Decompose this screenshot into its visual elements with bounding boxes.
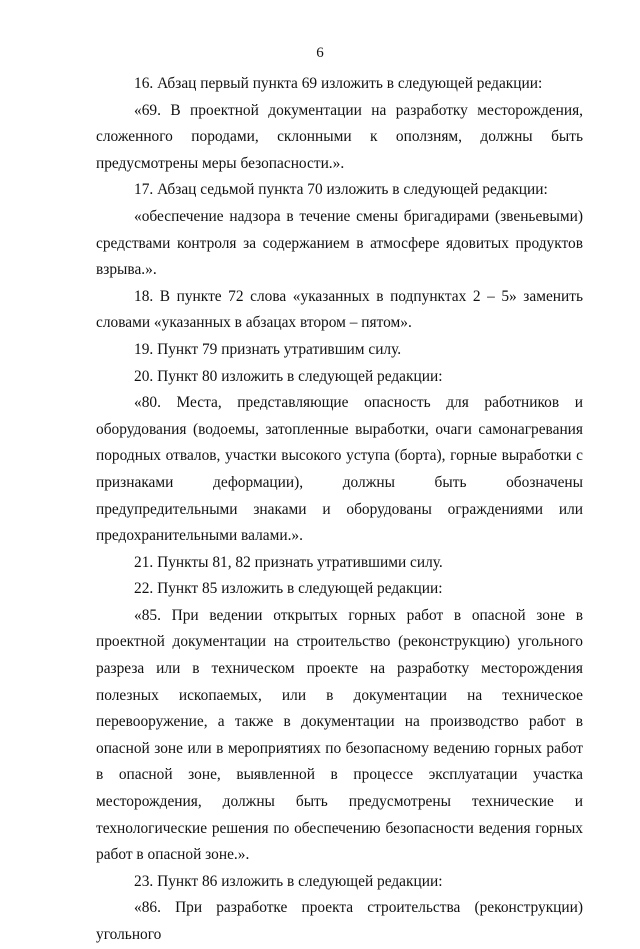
paragraph-16: 16. Абзац первый пункта 69 изложить в следующей редакции: [134,75,543,92]
paragraph-18: 18. В пункте 72 слова «указанных в подпунктах 2 – 5» заменить словами «указанных в абзацах втором – пятом». [96,287,583,332]
paragraph-86-text: «86. При разработке проекта строительства (реконструкции) угольного [96,899,583,943]
paragraph-80-text: «80. Места, представляющие опасность для работников и оборудования (водоемы, затопленные выработки, очаги самонагревания породных отвалов, участки высокого уступа (борта), горные выработки с признаками деформации), должны быть обозначены предупредительными знаками и оборудованы ограждениями или предохранительными валами.». [96,394,583,545]
paragraph-20: 20. Пункт 80 изложить в следующей редакции: [134,367,443,385]
page-number: 6 [316,45,324,61]
paragraph-70-text: «обеспечение надзора в течение смены бригадирами (звеньевыми) средствами контроля за содержанием в атмосфере ядовитых продуктов взрыва.». [96,207,583,279]
paragraph-22: 22. Пункт 85 изложить в следующей редакции: [134,580,443,598]
paragraph-19: 19. Пункт 79 признать утратившим силу. [134,340,402,358]
paragraph-69-text: «69. В проектной документации на разработку месторождения, сложенного породами, склонными к оползням, должны быть предусмотрены меры безопасности.». [96,101,583,172]
paragraph-85-text: «85. При ведении открытых горных работ в опасной зоне в проектной документации на строительство (реконструкцию) угольного разреза или в техническом проекте на разработку месторождения полезных ископаемых, или в документации на техническое перевооружение, а также в документации на производство работ в опасной зоне или в мероприятиях по безопасному ведению горных работ в опасной зоне, выявленной в процессе эксплуатации участка месторождения, должны быть предусмотрены технические и технологические решения по обеспечению безопасности ведения горных работ в опасной зоне.». [96,606,583,864]
paragraph-17: 17. Абзац седьмой пункта 70 изложить в следующей редакции: [134,181,548,199]
paragraph-21: 21. Пункты 81, 82 признать утратившими силу. [134,553,443,571]
document-body [96,71,583,949]
paragraph-23: 23. Пункт 86 изложить в следующей редакции: [134,872,443,890]
